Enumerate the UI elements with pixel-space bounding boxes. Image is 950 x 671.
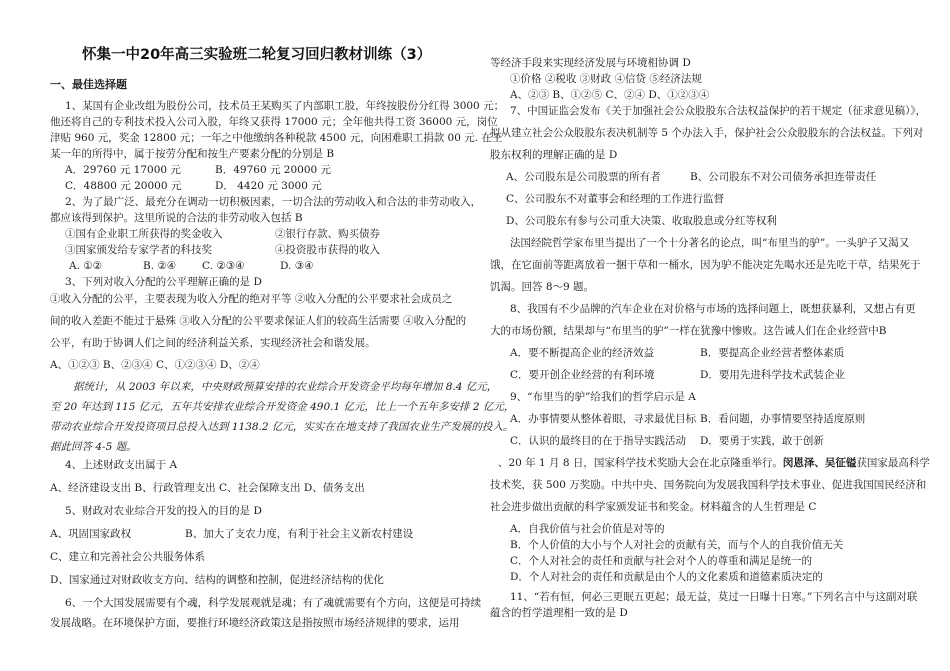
q10-option-b: B．个人价值的大小与个人对社会的贡献有关，而与个人的自我价值无关 <box>510 539 844 551</box>
q1-option-d: D． 4420 元 3000 元 <box>215 180 322 192</box>
q2-line-1: 2、为了最广泛、最充分在调动一切积极因素，一切合法的劳动收入和合法的非劳动收入， <box>65 196 482 208</box>
q2-option-c: C. ②③④ <box>202 260 245 272</box>
q7-line-2: 拟从建立社会公众股股东表决机制等 5 个办法入手，保护社会公众股股东的合法权益。下列对 <box>490 127 924 139</box>
q10-laureates: 闵恩泽、吴征镒 <box>782 457 857 469</box>
section-heading: 一、最佳选择题 <box>50 78 127 91</box>
q6-options: A、②③ B、①②⑤ C、②④ D、①②③④ <box>510 89 710 101</box>
q5-option-a: A、巩固国家政权 <box>50 528 132 540</box>
q10-line-1 <box>498 456 930 470</box>
q7-line-1: 7、中国证监会发布《关于加强社会公众股股东合法权益保护的若干规定（征求意见稿）》， <box>510 105 927 117</box>
q3-line-2: ①收入分配的公平，主要表现为收入分配的绝对平等 ②收入分配的公平要求社会成员之 <box>50 293 453 305</box>
q1-option-c: C．48800 元 20000 元 <box>65 180 182 192</box>
material-line-1: 据统计，从 2003 年以来，中央财政预算安排的农业综合开发资金平均每年增加 8.4 亿元， <box>73 381 498 393</box>
q7-option-b: B、公司股东不对公司债务承担连带责任 <box>690 171 877 183</box>
material-line-4: 据此回答 4-5 题。 <box>50 441 137 453</box>
q10-line-2: 技术奖，获 500 万奖励。中共中央、国务院向为发展我国科学技术事业、促进我国国民经济和 <box>490 479 927 491</box>
q10-line-3: 社会进步做出贡献的科学家颁发证书和奖金。材料蕴含的人生哲理是 C <box>490 501 817 513</box>
q9-option-b: B．看问题，办事情要坚持适度原则 <box>700 413 866 425</box>
q7-option-d: D、公司股东有参与公司重大决策、收取股息或分红等权利 <box>506 215 777 227</box>
buridan-line-3: 饥渴。回答 8～9 题。 <box>490 281 595 293</box>
q10-line-1-end: 获国家最高科学 <box>856 457 930 469</box>
q10-option-c: C．个人对社会的责任和贡献与社会对个人的尊重和满足是统一的 <box>510 555 813 567</box>
q4-options: A、经济建设支出 B、行政管理支出 C、社会保障支出 D、债务支出 <box>50 482 365 494</box>
q2-option-d: D. ③④ <box>280 260 314 272</box>
q10-line-1-start: 、20 年 1 月 8 日，国家科学技术奖励大会在北京隆重举行。 <box>498 457 783 469</box>
q6-line-1: 6、一个大国发展需要有个魂，科学发展观就是魂；有了魂就需要有个方向，这便是可持续 <box>65 597 482 609</box>
q8-option-c: C．要开创企业经营的有利环境 <box>510 369 655 381</box>
q1-line-1: 1、某国有企业改组为股份公司，技术员王某购买了内部职工股，年终按股份分红得 3000 元； <box>65 100 505 112</box>
q4-line-1: 4、上述财政支出属于 A <box>65 459 178 471</box>
page-title: 怀集一中20年高三实验班二轮复习回归教材训练（3） <box>82 47 432 63</box>
q9-option-c: C．认识的最终目的在于指导实践活动 <box>510 435 687 447</box>
q9-line-1: 9、“布里当的驴”给我们的哲学启示是 A <box>510 391 696 403</box>
q6-statements: ①价格 ②税收 ③财政 ④信贷 ⑤经济法规 <box>510 73 702 85</box>
q3-line-4: 公平，有助于协调人们之间的经济利益关系，实现经济社会和谐发展。 <box>50 337 376 349</box>
buridan-line-1: 法国经院哲学家布里当提出了一个十分著名的论点，叫“布里当的驴”。一头驴子又渴又 <box>510 237 910 249</box>
q5-option-d: D、国家通过对财政收支方向、结构的调整和控制，促进经济结构的优化 <box>50 574 384 586</box>
q10-option-a: A．自我价值与社会价值是对等的 <box>510 523 665 535</box>
q3-options: A、①②③ B、②③④ C、①②③④ D、②④ <box>50 359 260 371</box>
material-line-2: 至 20 年达到 115 亿元，五年共安排农业综合开发资金 490.1 亿元，比上一个五年多安排 2 亿元， <box>50 401 515 413</box>
q1-option-b: B．49760 元 20000 元 <box>215 164 332 176</box>
q1-line-3: 津贴 960 元，奖金 12800 元；一年之中他缴纳各种税款 4500 元，向困难职工捐款 00 元. 在王 <box>50 132 503 144</box>
q11-line-1: 11、“若有恒，何必三更眠五更起；最无益，莫过一日曝十日寒。”下列名言中与这副对联 <box>510 591 918 603</box>
q8-line-2: 大的市场份额，结果却与“布里当的驴”一样在犹豫中惨败。这告诫人们在企业经营中B <box>490 325 887 337</box>
q1-line-2: 他还将自己的专利技术投入公司入股，年终又获得 17000 元；全年他共得工资 36000 元，岗位 <box>50 116 498 128</box>
q7-option-c: C、公司股东不对董事会和经理的工作进行监督 <box>506 193 725 205</box>
q2-statement-2: ②银行存款、购买债券 <box>275 228 380 240</box>
q6-line-2: 发展战略。在环境保护方面，要推行环境经济政策这是指按照市场经济规律的要求，运用 <box>50 617 460 629</box>
q3-line-1: 3、下列对收入分配的公平理解正确的是 D <box>65 276 262 288</box>
material-line-3: 带动农业综合开发投资项目总投入达到 1138.2 亿元，实实在在地支持了我国农业生产发展的投入。 <box>50 421 514 433</box>
q7-option-a: A、公司股东是公司股票的所有者 <box>506 171 661 183</box>
q3-line-3: 间的收入差距不能过于悬殊 ③收入分配的公平要求保证人们的较高生活需要 ④收入分配的 <box>50 315 467 327</box>
q2-line-2: 都应该得到保护。这里所说的合法的非劳动收入包括 B <box>50 212 303 224</box>
q2-statement-3: ③国家颁发给专家学者的科技奖 <box>65 244 212 256</box>
q8-option-d: D．要用先进科学技术武装企业 <box>700 369 845 381</box>
q8-option-b: B．要提高企业经营者整体素质 <box>700 347 845 359</box>
q11-line-2: 蕴含的哲学道理相一致的是 D <box>490 607 628 619</box>
q2-option-b: B. ②④ <box>143 260 177 272</box>
q5-option-b: B、加大了支农力度，有利于社会主义新农村建设 <box>185 528 414 540</box>
buridan-line-2: 饿，在它面前等距离放着一捆干草和一桶水，因为驴不能决定先喝水还是先吃干草，结果死于 <box>490 259 921 271</box>
q1-option-a: A．29760 元 17000 元 <box>65 164 181 176</box>
q8-option-a: A．要不断提高企业的经济效益 <box>510 347 655 359</box>
q9-option-d: D．要勇于实践，敢于创新 <box>700 435 824 447</box>
q2-statement-4: ④投资股市获得的收入 <box>275 244 380 256</box>
q7-line-3: 股东权利的理解正确的是 D <box>490 149 618 161</box>
q5-option-c: C、建立和完善社会公共服务体系 <box>50 551 206 563</box>
q2-option-a: A. ①② <box>69 260 103 272</box>
q8-line-1: 8、我国有不少品牌的汽车企业在对价格与市场的选择问题上，既想获暴利，又想占有更 <box>510 303 916 315</box>
q6-line-3: 等经济手段来实现经济发展与环境相协调 D <box>490 57 691 69</box>
q1-line-4: 某一年的所得中，属于按劳分配和按生产要素分配的分别是 B <box>50 148 335 160</box>
q9-option-a: A．办事情要从整体着眼，寻求最优目标 <box>510 413 697 425</box>
q10-option-d: D．个人对社会的责任和贡献是由个人的文化素质和道德素质决定的 <box>510 571 823 583</box>
q5-line-1: 5、财政对农业综合开发的投入的目的是 D <box>65 505 262 517</box>
q2-statement-1: ①国有企业职工所获得的奖金收入 <box>65 228 223 240</box>
